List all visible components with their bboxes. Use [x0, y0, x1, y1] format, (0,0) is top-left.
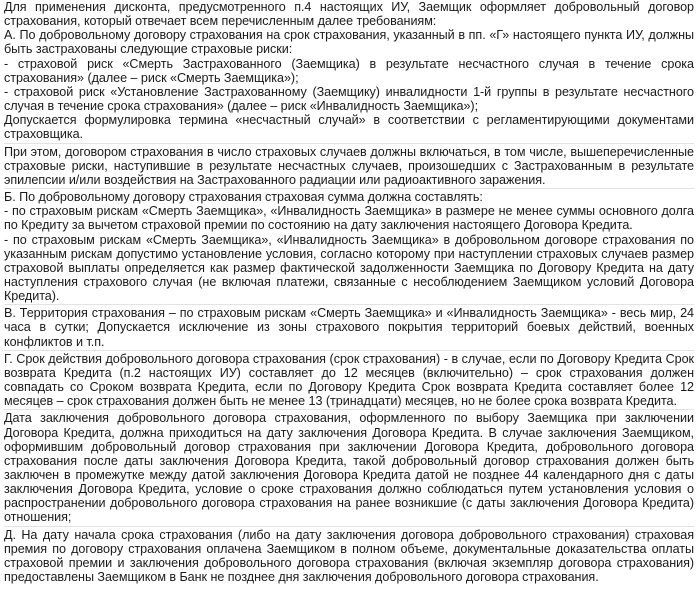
accident-term-note: Допускается формулировка термина «несчастный случай» в соответствии с регламентирующими документами страховщика. [4, 113, 694, 142]
epilepsy-radiation-block [4, 145, 694, 189]
insurance-requirements-document [4, 0, 694, 586]
section-d-block [4, 528, 694, 586]
intro-paragraph: Для применения дисконта, предусмотренного п.4 настоящих ИУ, Заемщик оформляет добровольный договор страхования, который отвечает всем перечисленным далее требованиям: [4, 0, 694, 29]
section-b-block [4, 190, 694, 305]
term-paragraph: Г. Срок действия добровольного договора страхования (срок страхования) - в случае, если по Договору Кредита Срок возврата Кредита (п.2 настоящих ИУ) составляет до 12 месяцев (включительно) – срок страхования должен совпадать со Сроком возврата Кредита, если по Договору Кредита Срок возврата Кредита составляет более 12 месяцев – срок страхования должен быть не менее 13 (тринадцати) месяцев, но не более срока возврата Кредита. [4, 351, 694, 409]
premium-payment-paragraph: Д. На дату начала срока страхования (либо на дату заключения договора добровольного страхования) страховая премия по договору страхования оплачена Заемщиком в полном объеме, документальные доказательства оплаты страховой премии и заключения добровольного договора страхования (включая экземпляр договора страхования) предоставлены Заемщиком в Банк не позднее дня заключения добровольного договора страхования. [4, 527, 694, 585]
section-a-block [4, 0, 694, 144]
sum-insured-item-1: - по страховым рискам «Смерть Заемщика», «Инвалидность Заемщика» в размере не менее суммы основного долга по Кредиту за вычетом страховой премии по состоянию на дату заключения настоящего Договора Кредита. [4, 204, 694, 233]
territory-paragraph: В. Территория страхования – по страховым рискам «Смерть Заемщика» и «Инвалидность Заемщика» - весь мир, 24 часа в сутки; Допускается исключение из зоны страхового покрытия территорий боевых действий, военных конфликтов и т.п. [4, 306, 694, 349]
section-a-heading: А. По добровольному договору страхования на срок страхования, указанный в пп. «Г» настоящего пункта ИУ, должны быть застрахованы следующие страховые риски: [4, 28, 694, 57]
sum-insured-item-2: - по страховым рискам «Смерть Заемщика», «Инвалидность Заемщика» в добровольном договоре страхования по указанным рискам допустимо установление условия, согласно которому при наступлении страховых случаев размер страховой выплаты определяется как размер фактической задолженности Заемщика по Договору Кредита на дату наступления страхового случая (не включая платежи, связанные с несоблюдением Заемщиком условий Договора Кредита). [4, 232, 694, 304]
risk-death-item: - страховой риск «Смерть Застрахованного (Заемщика) в результате несчастного случая в течение срока страхования» (далее – риск «Смерть Заемщика»); [4, 56, 694, 85]
epilepsy-radiation-paragraph: При этом, договором страхования в число страховых случаев должны включаться, в том числе, вышеперечисленные страховые риски, наступившие в результате несчастных случаев, произошедших с Застрахованным в результате эпилепсии и/или воздействия на Застрахованного радиации или радиоактивного заражения. [4, 144, 694, 187]
risk-disability-item: - страховой риск «Установление Застрахованному (Заемщику) инвалидности 1-й группы в результате несчастного случая в течение срока страхования» (далее – риск «Инвалидность Заемщика»); [4, 84, 694, 114]
conclusion-date-paragraph: Дата заключения добровольного договора страхования, оформленного по выбору Заемщика при заключении Договора Кредита, должна приходиться на дату заключения Договора Кредита. В случае заключения Заемщиком, оформившим добровольный договор страхования при заключении Договора Кредита, добровольного договора страхования после даты заключения Договора Кредита, такой добровольный договор страхования должен быть заключен в промежутке между датой заключения Договора Кредита датой не позднее 44 календарного дня с даты заключения Договора Кредита, условие о сроке страхования должно соблюдаться путем установления условия о распространении добровольного договора страхования на ранее возникшие (с даты заключения Договора Кредита) отношения; [4, 411, 694, 525]
section-v-block [4, 306, 694, 350]
section-g-block [4, 352, 694, 411]
section-b-heading: Б. По добровольному договору страхования страховая сумма должна составлять: [4, 190, 483, 205]
conclusion-date-block [4, 411, 694, 526]
